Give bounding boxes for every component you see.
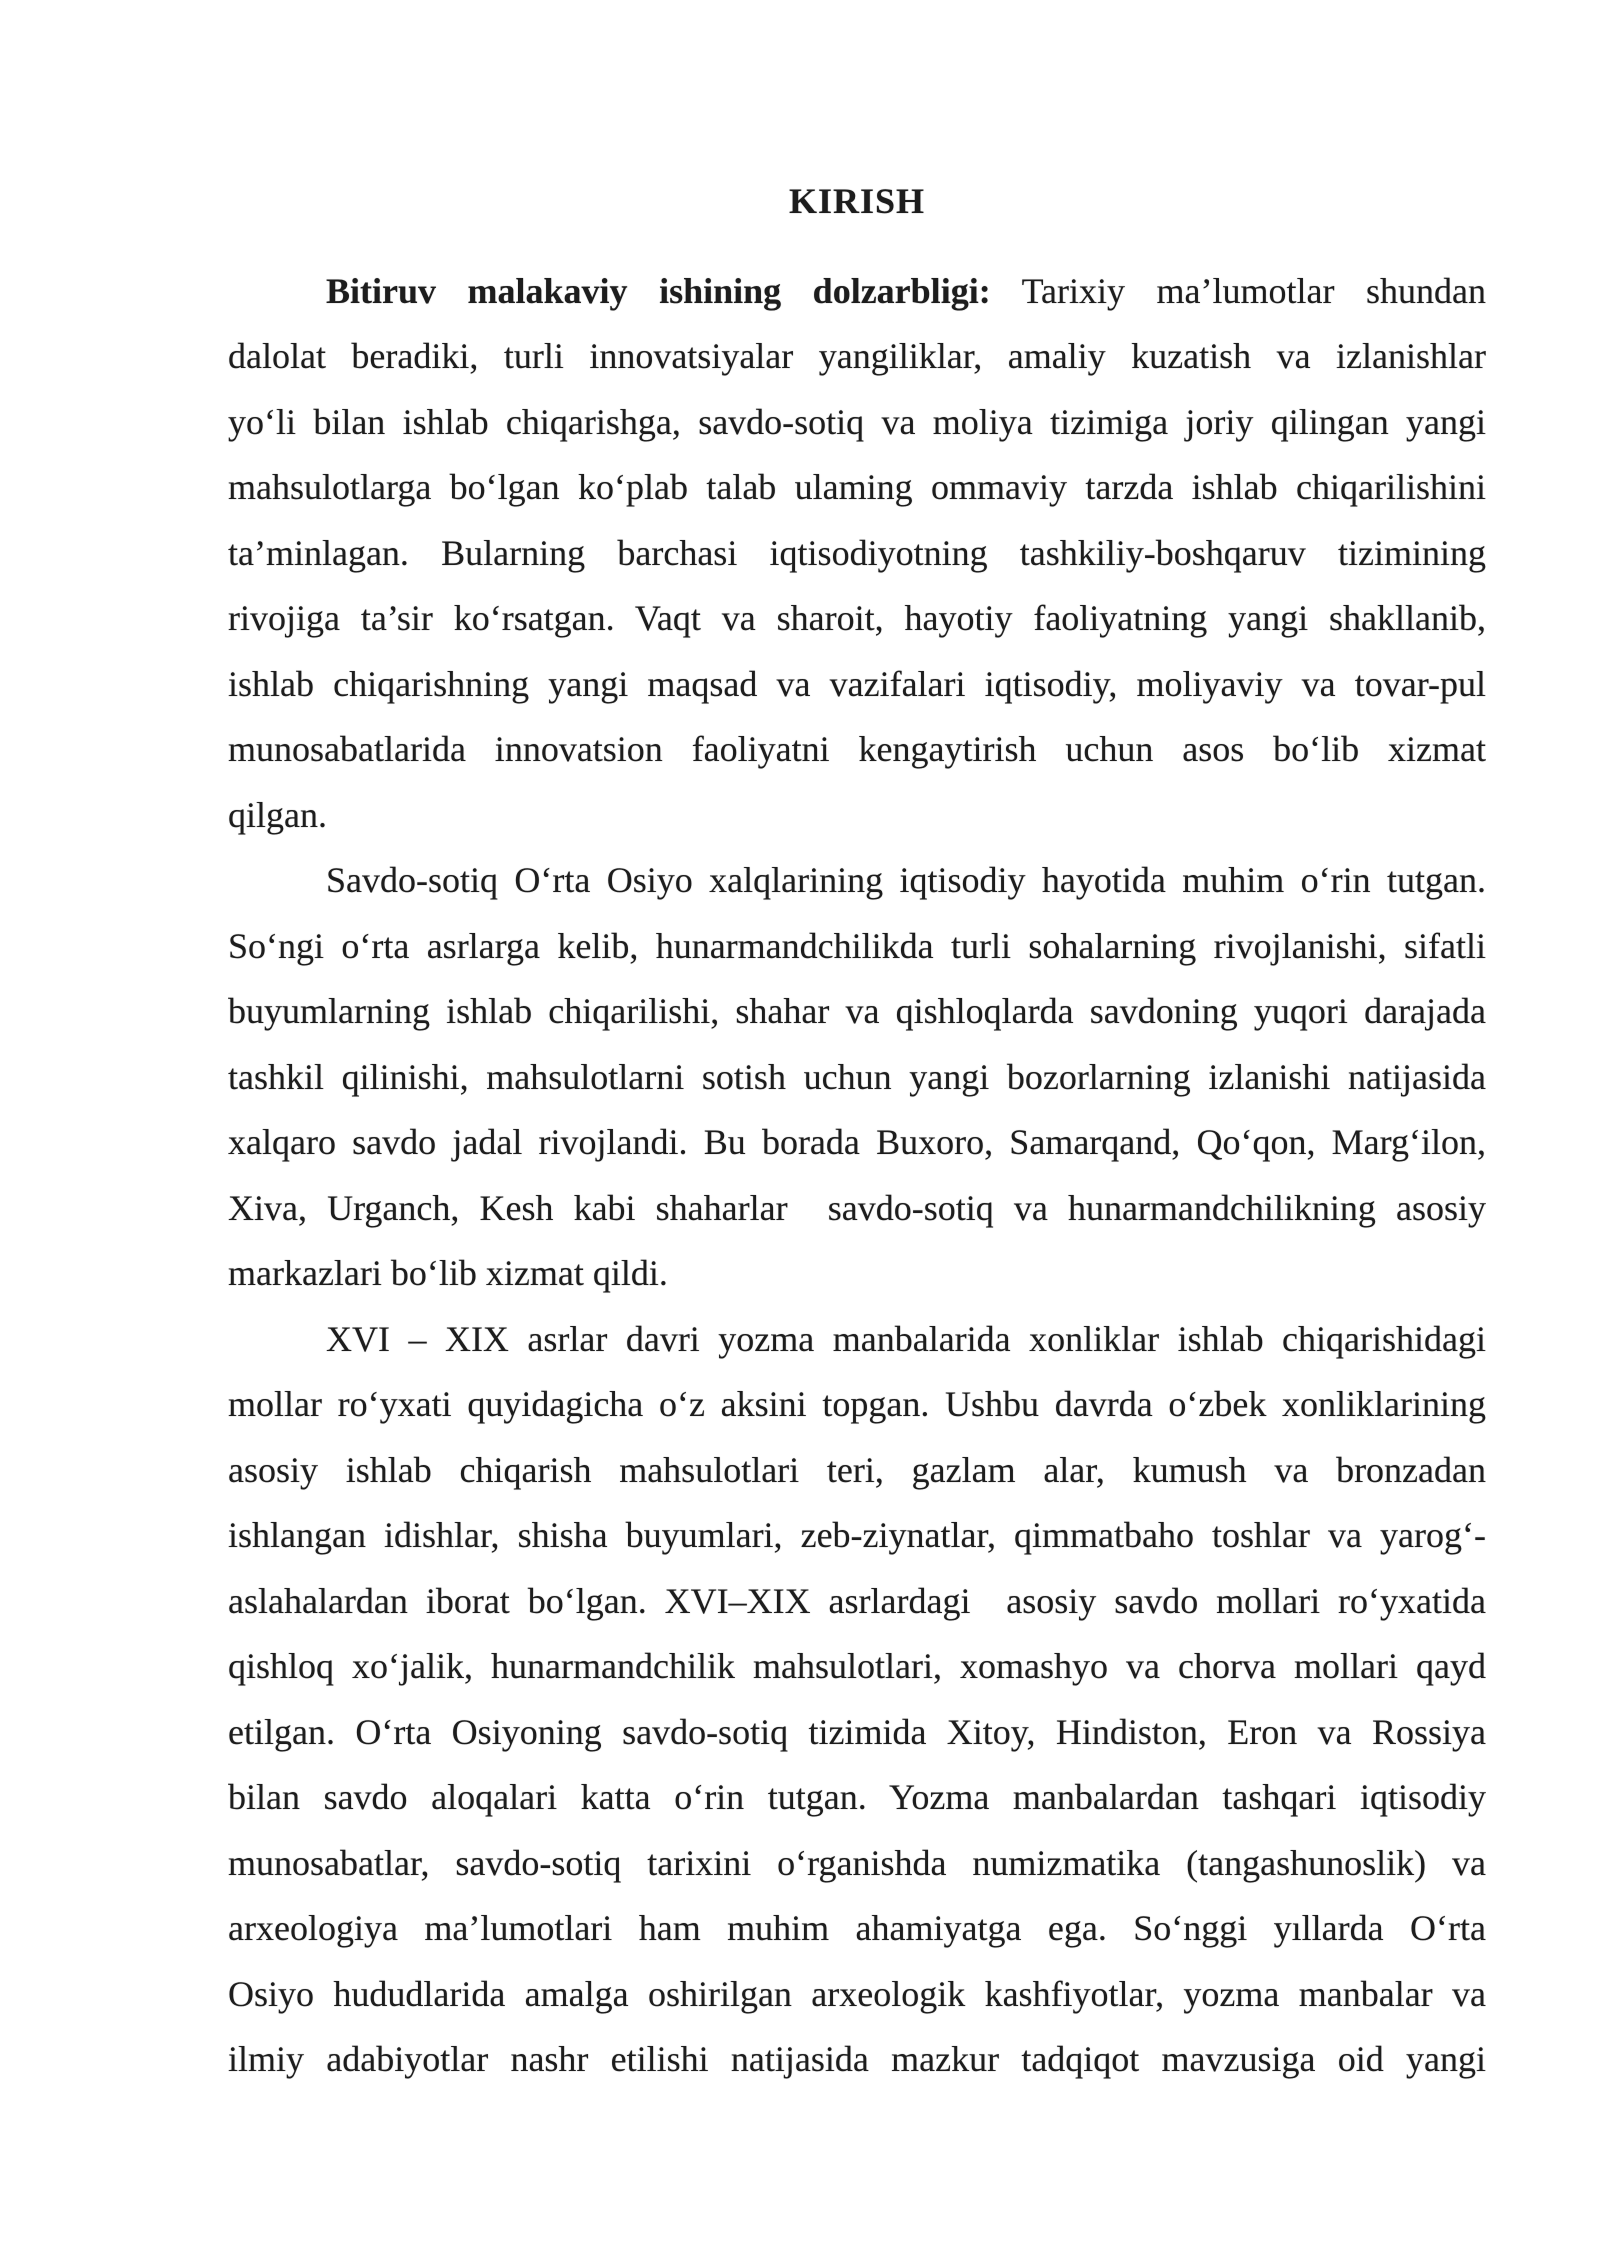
lead-bold-text: Bitiruv malakaviy ishining dolzarbligi: [326, 270, 991, 311]
text-line: rivojiga ta’sir ko‘rsatgan. Vaqt va sharoit, hayotiy faoliyatning yangi shakllanib, [228, 598, 1486, 639]
paragraph [228, 1307, 1486, 2093]
text-line: xalqaro savdo jadal rivojlandi. Bu borada Buxoro, Samarqand, Qo‘qon, Marg‘ilon, [228, 1122, 1486, 1163]
text-line: markazlari bo‘lib xizmat qildi. [228, 1253, 668, 1294]
paragraph [228, 259, 1486, 849]
text-line: buyumlarning ishlab chiqarilishi, shahar va qishloqlarda savdoning yuqori darajada [228, 991, 1486, 1032]
page-title: KIRISH [788, 181, 926, 222]
text-line: ilmiy adabiyotlar nashr etilishi natijasida mazkur tadqiqot mavzusiga oid yangi [228, 2039, 1486, 2080]
text-line: Xiva, Urganch, Kesh kabi shaharlar savdo-sotiq va hunarmandchilikning asosiy [228, 1187, 1486, 1228]
text-line: ta’minlagan. Bularning barchasi iqtisodiyotning tashkiliy-boshqaruv tizimining [228, 532, 1486, 573]
text-line: bilan savdo aloqalari katta o‘rin tutgan. Yozma manbalardan tashqari iqtisodiy [228, 1777, 1486, 1818]
text-line: etilgan. O‘rta Osiyoning savdo-sotiq tizimida Xitoy, Hindiston, Eron va Rossiya [228, 1711, 1486, 1752]
text-line: qilgan. [228, 794, 327, 835]
text-line: So‘ngi o‘rta asrlarga kelib, hunarmandchilikda turli sohalarning rivojlanishi, sifatli [228, 925, 1486, 966]
text-line: arxeologiya ma’lumotlari ham muhim ahamiyatga ega. So‘nggi yıllarda O‘rta [228, 1908, 1486, 1949]
text-line: asosiy ishlab chiqarish mahsulotlari teri, gazlam alar, kumush va bronzadan [228, 1449, 1486, 1490]
text-line: Osiyo hududlarida amalga oshirilgan arxeologik kashfiyotlar, yozma manbalar va [228, 1973, 1486, 2014]
text-line: yo‘li bilan ishlab chiqarishga, savdo-sotiq va moliya tizimiga joriy qilingan yangi [228, 401, 1486, 442]
text-line: dalolat beradiki, turli innovatsiyalar yangiliklar, amaliy kuzatish va izlanishlar [228, 336, 1486, 377]
text-line: ishlangan idishlar, shisha buyumlari, zeb-ziynatlar, qimmatbaho toshlar va yarog‘- [228, 1515, 1486, 1556]
text-line: munosabatlarida innovatsion faoliyatni kengaytirish uchun asos bo‘lib xizmat [228, 729, 1486, 770]
paragraph [228, 848, 1486, 1307]
text-column [228, 145, 1486, 2093]
text-line: mollar ro‘yxati quyidagicha o‘z aksini topgan. Ushbu davrda o‘zbek xonliklarining [228, 1384, 1486, 1425]
line-text: Tarixiy ma’lumotlar shundan [990, 270, 1486, 311]
text-line [228, 259, 1486, 325]
text-line: munosabatlar, savdo-sotiq tarixini o‘rganishda numizmatika (tangashunoslik) va [228, 1842, 1486, 1883]
text-line: ishlab chiqarishning yangi maqsad va vazifalari iqtisodiy, moliyaviy va tovar-pul [228, 663, 1486, 704]
text-line: tashkil qilinishi, mahsulotlarni sotish uchun yangi bozorlarning izlanishi natijasida [228, 1056, 1486, 1097]
text-line: Savdo-sotiq O‘rta Osiyo xalqlarining iqtisodiy hayotida muhim o‘rin tutgan. [326, 860, 1486, 901]
text-line: aslahalardan iborat bo‘lgan. XVI–XIX asrlardagi asosiy savdo mollari ro‘yxatida [228, 1580, 1486, 1621]
text-line: mahsulotlarga bo‘lgan ko‘plab talab ulaming ommaviy tarzda ishlab chiqarilishini [228, 467, 1486, 508]
text-line: qishloq xo‘jalik, hunarmandchilik mahsulotlari, xomashyo va chorva mollari qayd [228, 1646, 1486, 1687]
text-line: XVI – XIX asrlar davri yozma manbalarida xonliklar ishlab chiqarishidagi [326, 1318, 1486, 1359]
